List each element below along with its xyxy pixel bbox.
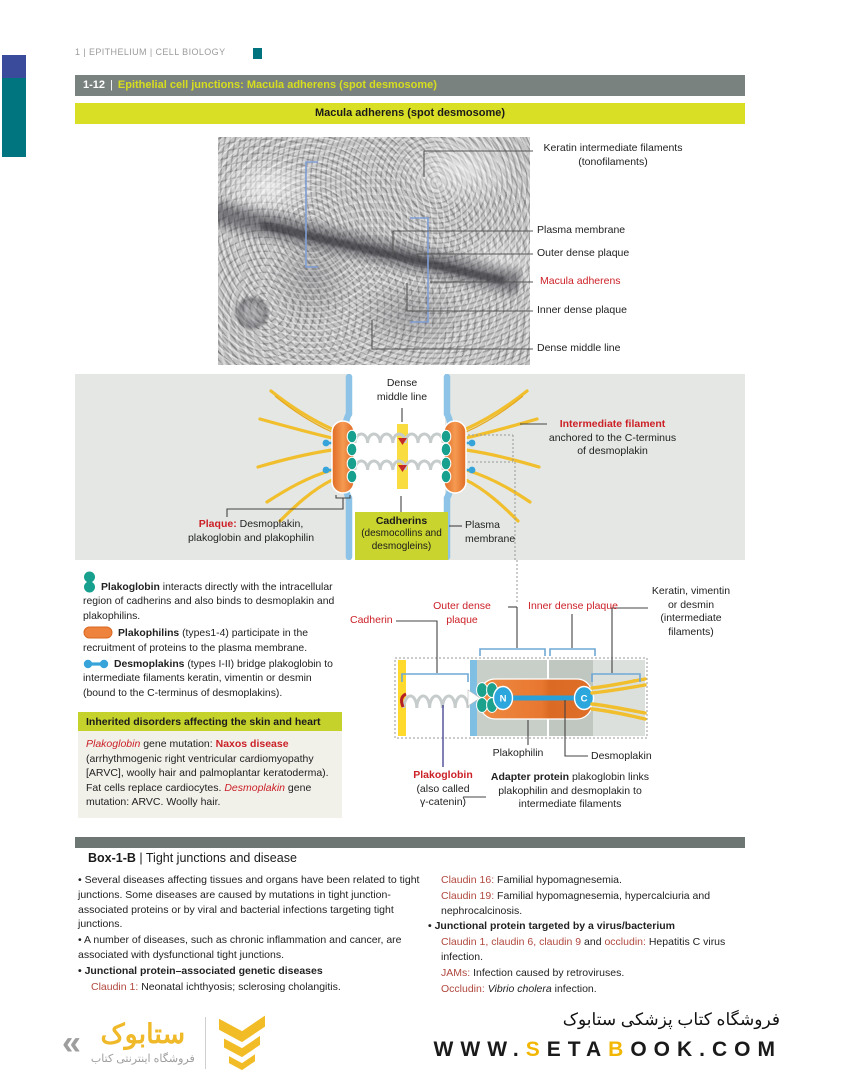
logo-wordmark: ستابوک: [100, 1019, 186, 1049]
d2-label-plakophilin: Plakophilin: [492, 747, 544, 759]
em-label-outer-dense-plaque: Outer dense plaque: [537, 247, 630, 259]
plakoglobin-icon: [83, 571, 96, 593]
box-1b-right-column: [428, 873, 764, 997]
note-text: (types1-4) participate in the recruitment of proteins to the plasma membrane.: [83, 628, 308, 654]
d2-label-outer-dense-plaque: Outer dense plaque: [433, 600, 491, 626]
d1-cadherins-box: Cadherins (desmocollins and desmogleins): [355, 512, 448, 560]
section-number: 1-12: [83, 79, 106, 91]
disorders-box-body: Plakoglobin gene mutation: Naxos disease (arrhythmogenic right ventricular cardiomyopathy [ARVC], woolly hair and palmoplantar keratoderma). Fat cells replace cardiocytes. Desmoplakin gene mutation: ARVC. Woolly hair.: [78, 731, 342, 818]
cadherin-spring: [404, 696, 468, 708]
em-brackets: [306, 162, 428, 322]
note-term: Plakophilins: [118, 628, 180, 640]
d2-label-desmoplakin: Desmoplakin: [591, 750, 652, 762]
b1b-heading: • Junctional protein targeted by a virus/bacterium: [428, 920, 675, 933]
logo-tagline: فروشگاه اینترنتی کتاب: [90, 1053, 195, 1065]
figure-title-bar: Macula adherens (spot desmosome): [75, 103, 745, 124]
desmoplakin-icon: [83, 658, 109, 670]
chapter-tab-teal: [2, 78, 26, 157]
em-bracket-left: [306, 162, 318, 267]
d2-label-cadherin: Cadherin: [350, 614, 393, 626]
section-title: Epithelial cell junctions: Macula adherens (spot desmosome): [117, 79, 437, 91]
b1b-entry-hepatitis: Claudin 1, claudin 6, claudin 9 and occludin: Hepatitis C virus infection.: [441, 936, 726, 963]
gene-desmoplakin: Desmoplakin: [224, 781, 286, 794]
naxos-disease: Naxos disease: [215, 738, 289, 750]
b1b-paragraph: • Several diseases affecting tissues and organs have been related to tight junctions. Some diseases are caused by mutations in tight junction-associated proteins or by viral and bacterial infections targeting tight junctions.: [78, 874, 420, 931]
d2-label-adapter-protein: Adapter protein plakoglobin links plakophilin and desmoplakin to intermediate filaments: [490, 771, 650, 811]
note-text: (types I-II) bridge plakoglobin to intermediate filaments keratin, vimentin or desmin (bound to the C-terminus of desmoplakins).: [83, 659, 333, 699]
disorders-box-title: Inherited disorders affecting the skin and heart: [78, 712, 342, 731]
logo-divider: [205, 1017, 206, 1069]
logo-emblem-icon: [216, 1013, 268, 1073]
note-plakoglobin: [83, 571, 343, 624]
diagram-desmosome-molecular: [340, 560, 760, 830]
note-text: interacts directly with the intracellular region of cadherins and also binds to desmoplakin and plakophilins.: [83, 582, 335, 622]
d2-label-keratin: Keratin, vimentin or desmin (intermediate filaments): [651, 585, 731, 638]
diagram-desmosome-cross-section: [75, 374, 745, 560]
b1b-entry-occludin: Occludin: Vibrio cholera infection.: [441, 982, 597, 995]
b1b-entry-claudin19: Claudin 19: Familial hypomagnesemia, hypercalciuria and nephrocalcinosis.: [441, 889, 711, 917]
b1b-entry-claudin16: Claudin 16: Familial hypomagnesemia.: [441, 874, 622, 886]
box-1b-left-column: [78, 873, 426, 995]
outer-bracket: [480, 649, 545, 656]
em-label-plasma-membrane: Plasma membrane: [537, 224, 626, 236]
b1b-entry-jams: JAMs: Infection caused by retroviruses.: [441, 966, 625, 979]
chapter-tab-blue: [2, 55, 26, 78]
disorders-box: [78, 712, 342, 818]
logo-chevron-mark: «: [62, 1024, 81, 1062]
note-desmoplakins: [83, 658, 343, 701]
em-label-inner-dense-plaque: Inner dense plaque: [537, 304, 627, 316]
c-label: C: [580, 693, 588, 705]
footer-store-title: فروشگاه کتاب پزشکی ستابوک: [562, 1010, 780, 1029]
b1b-paragraph: • A number of diseases, such as chronic inflammation and cancer, are associated with dysfunctional tight junctions.: [78, 934, 402, 961]
em-figure: [218, 137, 745, 365]
breadcrumb: 1 | EPITHELIUM | CELL BIOLOGY: [75, 47, 226, 57]
note-term: Desmoplakins: [114, 659, 185, 671]
note-plakophilins: [83, 626, 343, 656]
footer-url: WWW.SETABOOK.COM: [433, 1038, 782, 1061]
em-label-keratin: Keratin intermediate filaments (tonofilaments): [543, 142, 683, 168]
em-bracket-right: [410, 218, 428, 322]
d1-label-dense-middle-line: Dense middle line: [376, 377, 428, 403]
b1b-entry-claudin1: Claudin 1: Neonatal ichthyosis; sclerosing cholangitis.: [91, 980, 341, 993]
d1-label-intermediate-filament: Intermediate filament anchored to the C-terminus of desmoplakin: [548, 418, 677, 458]
title-pipe: |: [110, 79, 113, 91]
d1-label-plaque: Plaque: Desmoplakin, plakoglobin and plakophilin: [187, 518, 315, 544]
chapter-marker-icon: [253, 48, 262, 59]
d1-label-plasma-membrane: Plasma membrane: [465, 519, 516, 545]
em-callout-overlay: [218, 137, 745, 365]
em-label-macula-adherens: Macula adherens: [540, 275, 621, 287]
inner-bracket: [550, 649, 595, 656]
b1b-heading: • Junctional protein–associated genetic diseases: [78, 964, 323, 977]
plakophilin-icon: [83, 626, 113, 639]
gene-plakoglobin: Plakoglobin: [86, 738, 141, 750]
d2-label-plakoglobin: Plakoglobin (also called γ-catenin): [413, 769, 473, 809]
box-1b-title: Box-1-B | Tight junctions and disease: [88, 851, 297, 865]
note-term: Plakoglobin: [101, 582, 160, 593]
cytoplasm-region: [593, 660, 645, 736]
em-callout-lines: [372, 151, 533, 349]
cadherin-bracket: [402, 674, 468, 682]
setabook-logo: [62, 1008, 282, 1078]
em-label-dense-middle-line: Dense middle line: [537, 342, 621, 354]
protein-notes: [83, 571, 343, 703]
section-title-bar: [75, 75, 745, 96]
d2-label-inner-dense-plaque: Inner dense plaque: [528, 600, 618, 612]
section-divider: [75, 837, 745, 848]
n-label: N: [499, 693, 507, 705]
